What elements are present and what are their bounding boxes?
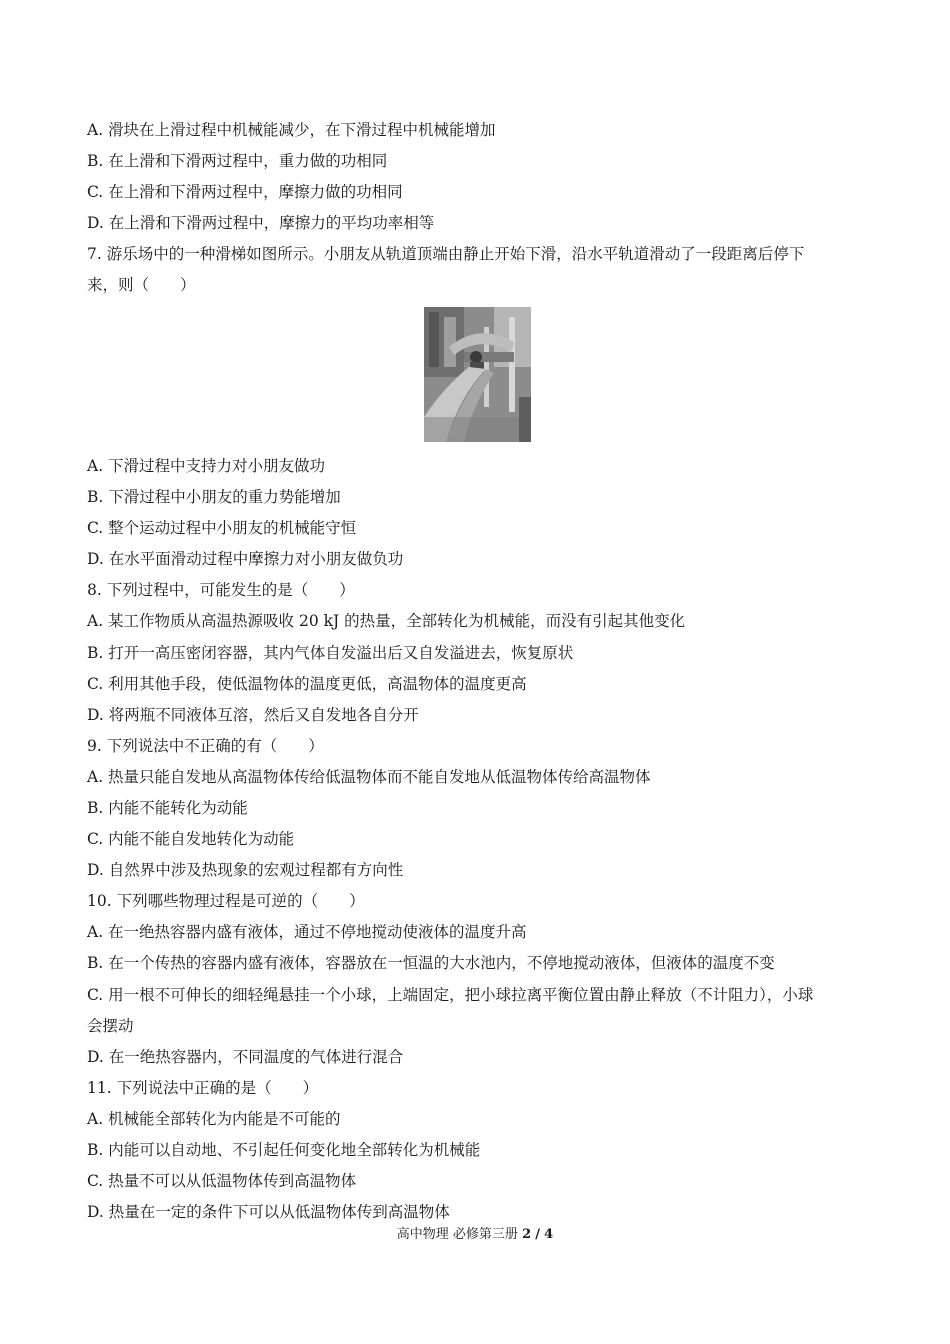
- q9-option-c: C. 内能不能自发地转化为动能: [87, 830, 295, 848]
- q11-option-c: C. 热量不可以从低温物体传到高温物体: [87, 1172, 357, 1190]
- q9-option-b: B. 内能不能转化为动能: [87, 799, 248, 817]
- q10-option-c-cont: 会摆动: [87, 1017, 134, 1035]
- q7-option-a: A. 下滑过程中支持力对小朋友做功: [87, 457, 326, 475]
- q7-option-d: D. 在水平面滑动过程中摩擦力对小朋友做负功: [87, 550, 404, 568]
- q10-option-d: D. 在一绝热容器内，不同温度的气体进行混合: [87, 1048, 404, 1066]
- q11-stem: 11. 下列说法中正确的是（ ）: [87, 1079, 319, 1097]
- q8-option-d: D. 将两瓶不同液体互溶，然后又自发地各自分开: [87, 706, 419, 724]
- q9-option-a: A. 热量只能自发地从高温物体传给低温物体而不能自发地从低温物体传给高温物体: [87, 768, 651, 786]
- q10-option-b: B. 在一个传热的容器内盛有液体，容器放在一恒温的大水池内，不停地搅动液体，但液体的温度不变: [87, 954, 775, 972]
- q6-option-b: B. 在上滑和下滑两过程中，重力做的功相同: [87, 152, 388, 170]
- q8-option-a: A. 某工作物质从高温热源吸收 20 kJ 的热量，全部转化为机械能，而没有引起其他变化: [87, 612, 686, 630]
- q7-stem-line1: 7. 游乐场中的一种滑梯如图所示。小朋友从轨道顶端由静止开始下滑，沿水平轨道滑动了一段距离后停下: [87, 245, 805, 263]
- footer-separator: /: [535, 1227, 541, 1242]
- q7-option-c: C. 整个运动过程中小朋友的机械能守恒: [87, 519, 357, 537]
- page-footer: [0, 1226, 950, 1244]
- q9-stem: 9. 下列说法中不正确的有（ ）: [87, 737, 324, 755]
- q8-stem: 8. 下列过程中，可能发生的是（ ）: [87, 581, 355, 599]
- q6-option-d: D. 在上滑和下滑两过程中，摩擦力的平均功率相等: [87, 214, 435, 232]
- q8-option-c: C. 利用其他手段，使低温物体的温度更低，高温物体的温度更高: [87, 675, 527, 693]
- footer-subject: 高中物理 必修第三册: [396, 1227, 518, 1242]
- q11-option-b: B. 内能可以自动地、不引起任何变化地全部转化为机械能: [87, 1141, 481, 1159]
- q10-stem: 10. 下列哪些物理过程是可逆的（ ）: [87, 892, 365, 910]
- q11-option-a: A. 机械能全部转化为内能是不可能的: [87, 1110, 341, 1128]
- slide-photo: [424, 307, 531, 442]
- q10-option-a: A. 在一绝热容器内盛有液体，通过不停地搅动使液体的温度升高: [87, 923, 527, 941]
- q7-option-b: B. 下滑过程中小朋友的重力势能增加: [87, 488, 341, 506]
- q11-option-d: D. 热量在一定的条件下可以从低温物体传到高温物体: [87, 1203, 450, 1221]
- q6-option-a: A. 滑块在上滑过程中机械能减少，在下滑过程中机械能增加: [87, 121, 496, 139]
- q7-stem-line2: 来，则（ ）: [87, 276, 196, 294]
- q6-option-c: C. 在上滑和下滑两过程中，摩擦力做的功相同: [87, 183, 403, 201]
- q9-option-d: D. 自然界中涉及热现象的宏观过程都有方向性: [87, 861, 404, 879]
- footer-page-number: 2: [522, 1227, 532, 1242]
- q8-option-b: B. 打开一高压密闭容器，其内气体自发溢出后又自发溢进去，恢复原状: [87, 644, 574, 662]
- slide-photo-drawing: [424, 307, 531, 442]
- q10-option-c: C. 用一根不可伸长的细轻绳悬挂一个小球，上端固定，把小球拉离平衡位置由静止释放（不计阻力），小球: [87, 986, 814, 1004]
- footer-total-pages: 4: [544, 1227, 554, 1242]
